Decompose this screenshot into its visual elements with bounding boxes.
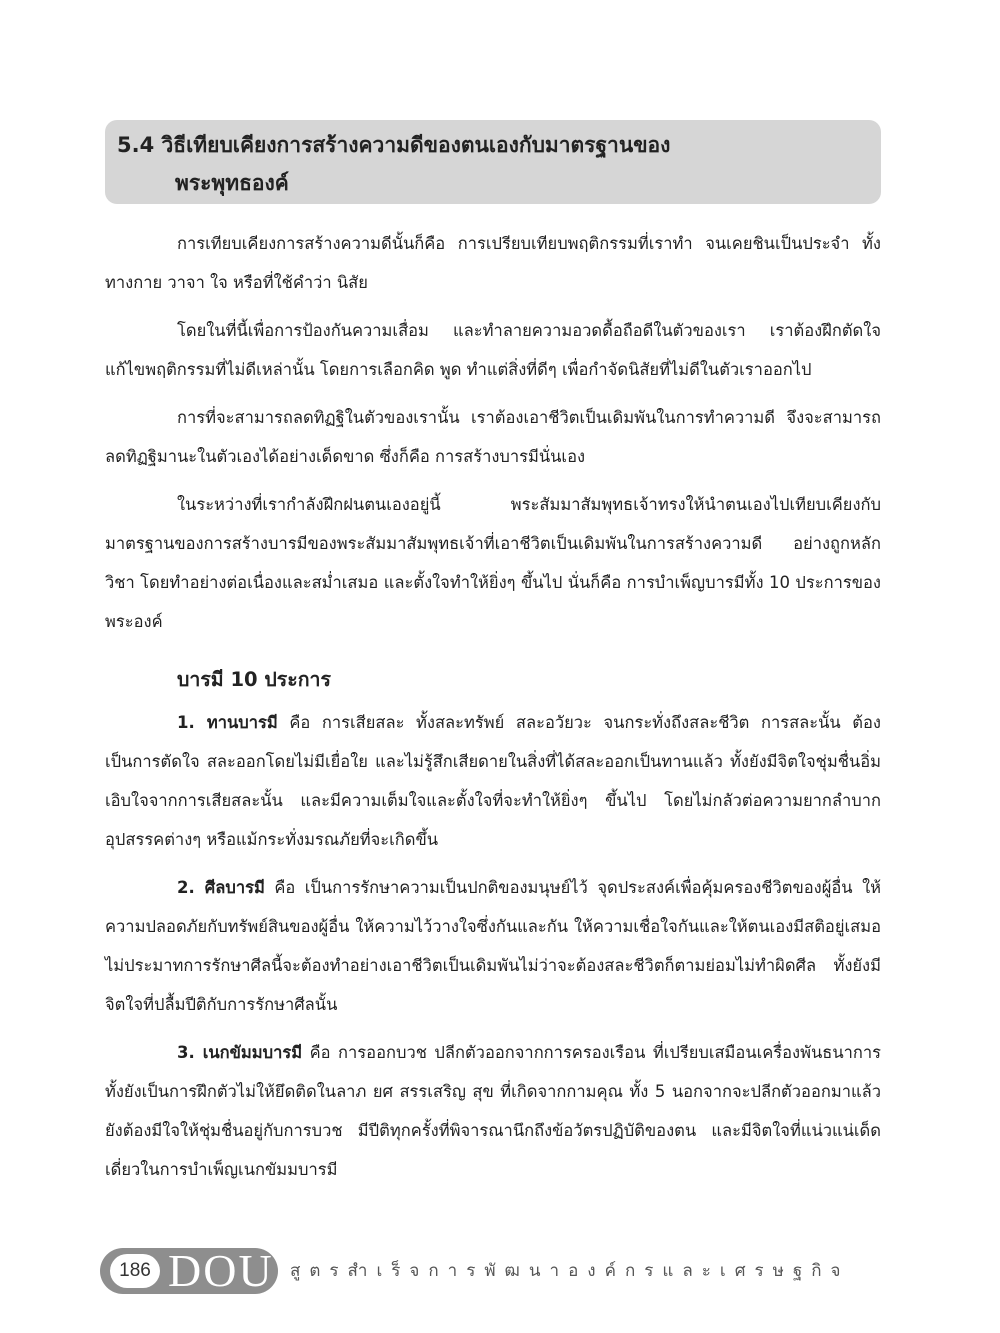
paragraph-1: การเทียบเคียงการสร้างความดีนั้นก็คือ การเปรียบเทียบพฤติกรรมที่เราทำ จนเคยชินเป็นประจำ ทั้งทางกาย วาจา ใจ หรือที่ใช้คำว่า นิสัย xyxy=(105,234,881,292)
page-footer xyxy=(100,1245,900,1298)
list-item-nekkhamma xyxy=(105,1033,881,1189)
list-item-term: 2. ศีลบารมี xyxy=(177,878,265,897)
subheading-paramis: บารมี 10 ประการ xyxy=(177,668,331,691)
list-item-term: 1. ทานบารมี xyxy=(177,713,278,732)
list-item-text: คือ การเสียสละ ทั้งสละทรัพย์ สละอวัยวะ จนกระทั่งถึงสละชีวิต การสละนั้น ต้องเป็นการตัดใจ สละออกโดยไม่มีเยื่อใย และไม่รู้สึกเสียดายในสิ่งที่ได้สละออกเป็นทานแล้ว ทั้งยังมีจิตใจชุ่มชื่นอิ่มเอิบใจจากการเสียสละนั้น และมีความเต็มใจและตั้งใจที่จะทำให้ยิ่งๆ ขึ้นไป โดยไม่กลัวต่อความยากลำบาก อุปสรรคต่างๆ หรือแม้กระทั่งมรณภัยที่จะเกิดขึ้น xyxy=(105,713,881,849)
paragraph-3: การที่จะสามารถลดทิฏฐิในตัวของเรานั้น เราต้องเอาชีวิตเป็นเดิมพันในการทำความดี จึงจะสามารถลดทิฏฐิมานะในตัวเองได้อย่างเด็ดขาด ซึ่งก็คือ การสร้างบารมีนั่นเอง xyxy=(105,408,881,466)
list-item-term: 3. เนกขัมมบารมี xyxy=(177,1043,303,1062)
section-heading xyxy=(105,120,881,204)
section-heading-line1: 5.4 วิธีเทียบเคียงการสร้างความดีของตนเองกับมาตรฐานของ xyxy=(117,133,671,157)
page-number: 186 xyxy=(110,1254,160,1288)
paragraph-4: ในระหว่างที่เรากำลังฝึกฝนตนเองอยู่นี้ พระสัมมาสัมพุทธเจ้าทรงให้นำตนเองไปเทียบเคียงกับมาตรฐานของการสร้างบารมีของพระสัมมาสัมพุทธเจ้าที่เอาชีวิตเป็นเดิมพันในการสร้างความดี อย่างถูกหลักวิชา โดยทำอย่างต่อเนื่องและสม่ำเสมอ และตั้งใจทำให้ยิ่งๆ ขึ้นไป นั่นก็คือ การบำเพ็ญบารมีทั้ง 10 ประการของพระองค์ xyxy=(105,495,881,631)
list-item-sila xyxy=(105,868,881,1024)
footer-book-title: สูตรสำเร็จการพัฒนาองค์กรและเศรษฐกิจ xyxy=(290,1261,850,1281)
list-item-text: คือ การออกบวช ปลีกตัวออกจากการครองเรือน ที่เปรียบเสมือนเครื่องพันธนาการ ทั้งยังเป็นการฝึกตัวไม่ให้ยึดติดในลาภ ยศ สรรเสริญ สุข ที่เกิดจากกามคุณ ทั้ง 5 นอกจากจะปลีกตัวออกมาแล้ว ยังต้องมีใจให้ชุ่มชื่นอยู่กับการบวช มีปีติทุกครั้งที่พิจารณานึกถึงข้อวัตรปฏิบัติของตน และมีจิตใจที่แน่วแน่เด็ดเดี่ยวในการบำเพ็ญเนกขัมมบารมี xyxy=(105,1043,881,1179)
body-content xyxy=(105,224,881,1198)
list-item-text: คือ เป็นการรักษาความเป็นปกติของมนุษย์ไว้ จุดประสงค์เพื่อคุ้มครองชีวิตของผู้อื่น ให้ความปลอดภัยกับทรัพย์สินของผู้อื่น ให้ความไว้วางใจซึ่งกันและกัน ให้ความเชื่อใจกันและให้ตนเองมีสติอยู่เสมอไม่ประมาทการรักษาศีลนี้จะต้องทำอย่างเอาชีวิตเป็นเดิมพันไม่ว่าจะต้องสละชีวิตก็ตามย่อมไม่ทำผิดศีล ทั้งยังมีจิตใจที่ปลื้มปีติกับการรักษาศีลนั้น xyxy=(105,878,882,1014)
section-heading-line2: พระพุทธองค์ xyxy=(175,171,289,195)
paragraph-2: โดยในที่นี้เพื่อการป้องกันความเสื่อม และทำลายความอวดดื้อถือดีในตัวของเรา เราต้องฝึกตัดใจแก้ไขพฤติกรรมที่ไม่ดีเหล่านั้น โดยการเลือกคิด พูด ทำแต่สิ่งที่ดีๆ เพื่อกำจัดนิสัยที่ไม่ดีในตัวเราออกไป xyxy=(105,321,881,379)
list-item-dana xyxy=(105,703,881,859)
footer-badge xyxy=(100,1245,278,1296)
dou-logo: DOU xyxy=(168,1245,274,1296)
